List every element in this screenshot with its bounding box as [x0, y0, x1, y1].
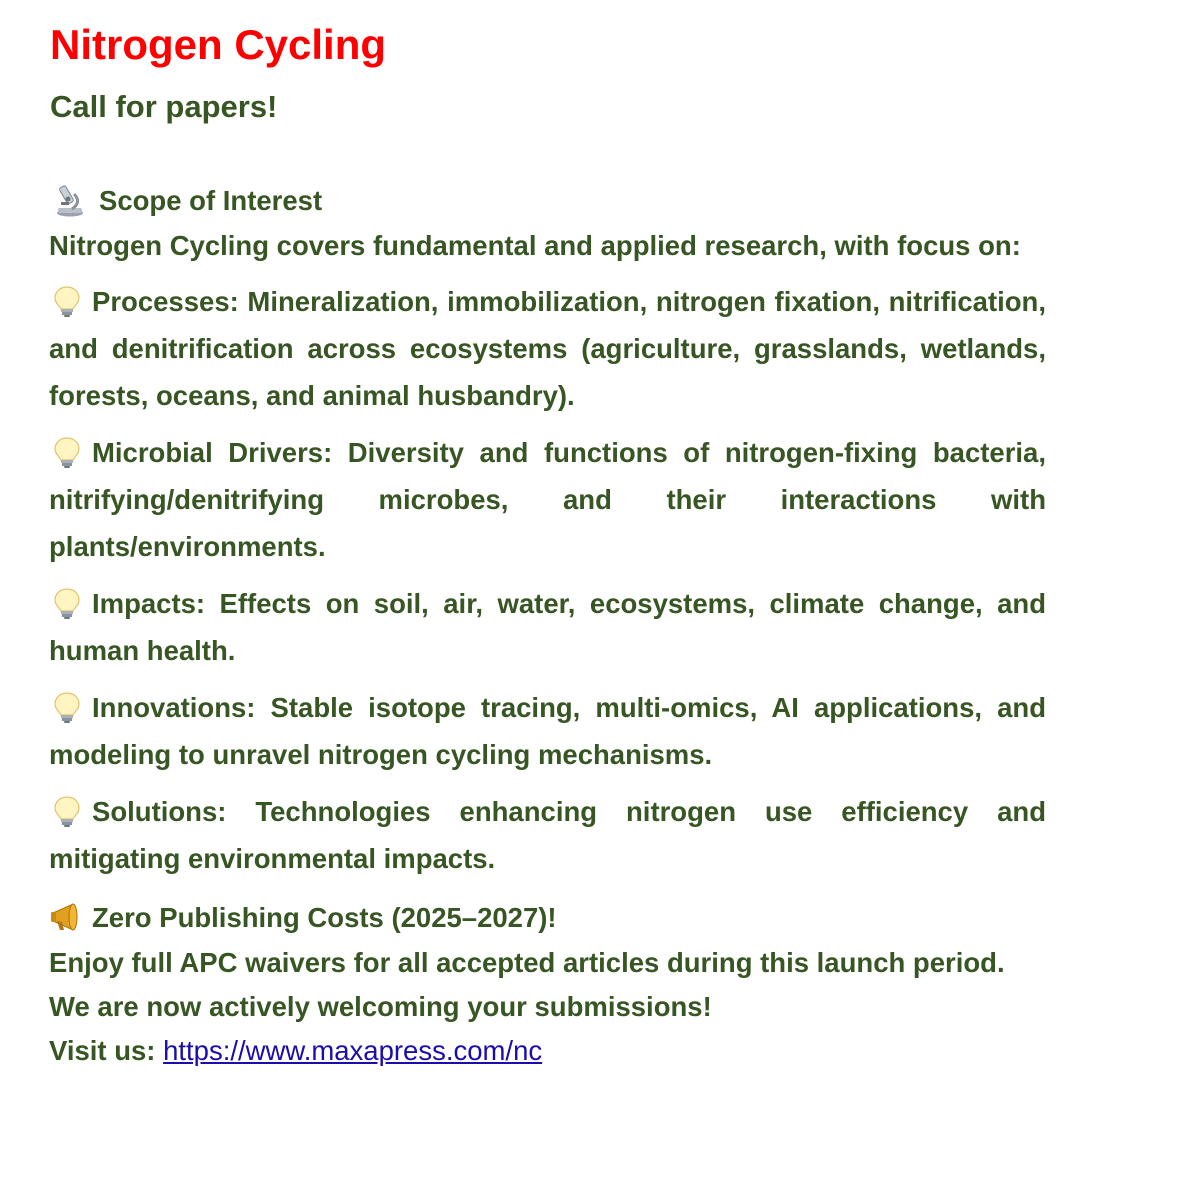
list-item-text: Impacts: Effects on soil, air, water, ecosystems, climate change, and human health.: [49, 588, 1046, 666]
lightbulb-icon: [49, 689, 89, 725]
list-item-text: Processes: Mineralization, immobilization, nitrogen fixation, nitrification, and denitrification across ecosystems (agriculture, grasslands, wetlands, forests, oceans, and animal husbandry).: [49, 286, 1046, 411]
lightbulb-icon: [49, 793, 89, 829]
lightbulb-icon: [49, 585, 89, 621]
apc-text: Enjoy full APC waivers for all accepted articles during this launch period.: [49, 947, 1005, 978]
scope-heading-label: Scope of Interest: [99, 184, 323, 216]
microscope-icon: [49, 180, 91, 220]
list-item: [49, 788, 1046, 882]
list-item: [49, 278, 1046, 419]
list-item: [49, 429, 1046, 570]
megaphone-icon: [49, 899, 89, 935]
list-item-text: Innovations: Stable isotope tracing, multi-omics, AI applications, and modeling to unravel nitrogen cycling mechanisms.: [49, 692, 1046, 770]
website-link[interactable]: https://www.maxapress.com/nc: [163, 1035, 543, 1066]
apc-heading-label: Zero Publishing Costs (2025–2027)!: [92, 902, 557, 933]
apc-heading: [49, 894, 1046, 941]
visit-label: Visit us:: [49, 1035, 156, 1066]
list-item-text: Solutions: Technologies enhancing nitrogen use efficiency and mitigating environmental impacts.: [49, 796, 1046, 874]
page-title: Nitrogen Cycling: [50, 21, 387, 68]
lightbulb-icon: [49, 283, 89, 319]
lightbulb-icon: [49, 434, 89, 470]
welcome-text: We are now actively welcoming your submissions!: [49, 991, 712, 1022]
scope-intro: Nitrogen Cycling covers fundamental and applied research, with focus on:: [49, 230, 1021, 261]
list-item-text: Microbial Drivers: Diversity and functions of nitrogen-fixing bacteria, nitrifying/denitrifying microbes, and their interactions with plants/environments.: [49, 437, 1046, 562]
main-content: [49, 178, 1046, 1073]
page-subtitle: Call for papers!: [50, 89, 278, 124]
list-item: [49, 684, 1046, 778]
visit-line: [49, 1029, 1046, 1073]
list-item: [49, 580, 1046, 674]
scope-heading: [49, 178, 1046, 222]
